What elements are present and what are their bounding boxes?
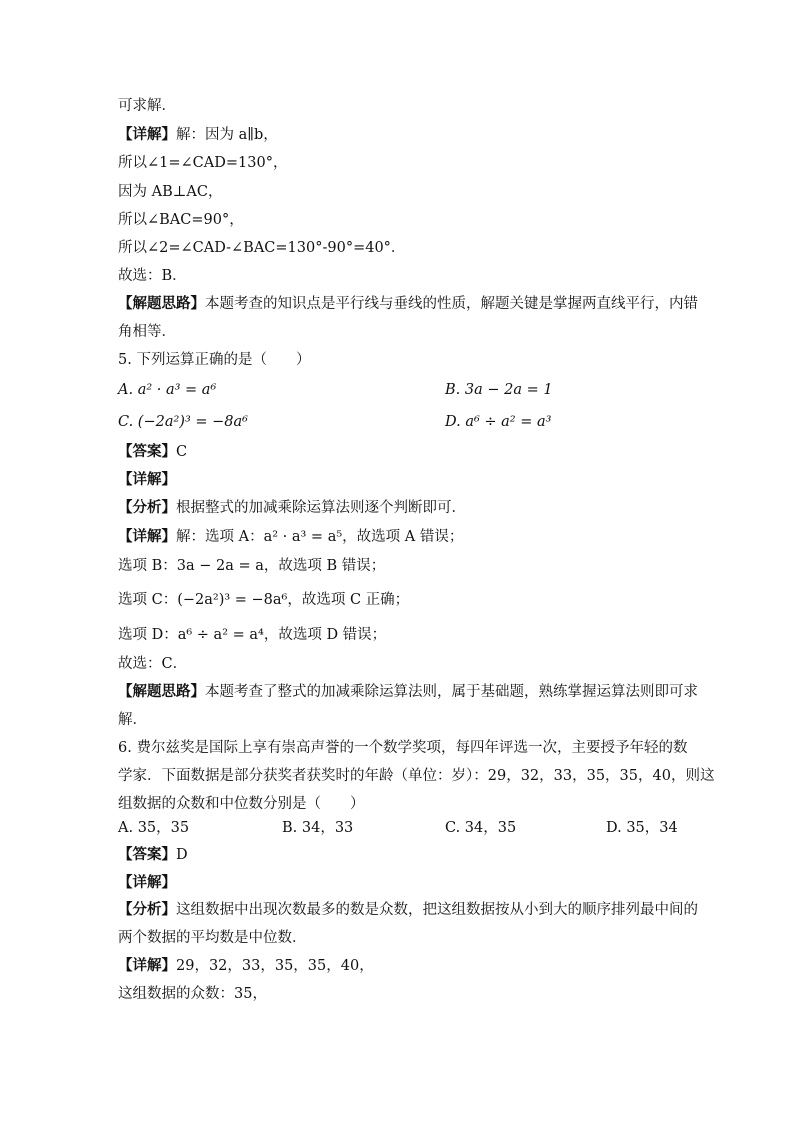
question-6: 学家．下面数据是部分获奖者获奖时的年龄（单位：岁）：29，32，33，35，35，40，则这 <box>118 768 715 784</box>
detail-heading: 【详解】 <box>118 874 176 891</box>
answer-tag: 【答案】 <box>118 846 176 863</box>
option-6a: A. 35，35 <box>118 820 190 836</box>
text-line: 故选：C． <box>118 656 188 672</box>
answer-line <box>118 845 188 865</box>
option-5d: D. a⁶ ÷ a² = a³ <box>445 414 552 430</box>
text-line: 两个数据的平均数是中位数． <box>118 930 307 946</box>
text-line: 这组数据的众数：35， <box>118 986 267 1002</box>
option-5b: B. 3a − 2a = 1 <box>445 382 553 398</box>
option-5a: A. a² · a³ = a⁶ <box>118 382 217 398</box>
text-line: 所以∠BAC=90°， <box>118 212 244 228</box>
option-6c: C. 34，35 <box>445 820 517 836</box>
detail-tag: 【详解】 <box>118 957 176 974</box>
text-line: 所以∠2=∠CAD-∠BAC=130°-90°=40°． <box>118 240 406 256</box>
answer-line <box>118 442 187 462</box>
detail-tag: 【详解】 <box>118 126 176 143</box>
text-line: 所以∠1=∠CAD=130°， <box>118 155 288 171</box>
answer-value: C <box>176 444 188 460</box>
text-line: 选项 C：(−2a²)³ = −8a⁶，故选项 C 正确； <box>118 592 410 608</box>
analysis-tag: 【分析】 <box>118 901 176 918</box>
option-6d: D. 35，34 <box>606 820 678 836</box>
text-line: 因为 AB⊥AC， <box>118 184 223 200</box>
text-line: 可求解． <box>118 98 176 114</box>
option-6b: B. 34，33 <box>282 820 354 836</box>
analysis-line: 【分析】根据整式的加减乘除运算法则逐个判断即可． <box>118 499 466 516</box>
tip-line: 【解题思路】本题考查了整式的加减乘除运算法则，属于基础题，熟练掌握运算法则即可求 <box>118 683 698 700</box>
detail-line: 【详解】解：因为 a∥b， <box>118 126 278 143</box>
text-line: 解． <box>118 712 147 728</box>
detail-line: 【详解】29，32，33，35，35，40， <box>118 957 374 974</box>
option-5c: C. (−2a²)³ = −8a⁶ <box>118 414 248 430</box>
text-line: 选项 D：a⁶ ÷ a² = a⁴，故选项 D 错误； <box>118 627 387 643</box>
detail-line: 【详解】解：选项 A：a² · a³ = a⁵，故选项 A 错误； <box>118 528 464 545</box>
question-6: 组数据的众数和中位数分别是（ ） <box>118 796 365 812</box>
text-line: 选项 B：3a − 2a = a，故选项 B 错误； <box>118 558 386 574</box>
question-6: 6. 费尔兹奖是国际上享有崇高声誉的一个数学奖项，每四年评选一次，主要授予年轻的数 <box>118 740 688 756</box>
question-5: 5. 下列运算正确的是（ ） <box>118 352 311 368</box>
text-line: 角相等． <box>118 324 176 340</box>
detail-tag: 【详解】 <box>118 528 176 545</box>
tip-tag: 【解题思路】 <box>118 683 205 700</box>
text-line: 故选：B． <box>118 268 187 284</box>
detail-heading: 【详解】 <box>118 471 176 488</box>
tip-line: 【解题思路】本题考查的知识点是平行线与垂线的性质，解题关键是掌握两直线平行，内错 <box>118 295 698 312</box>
answer-tag: 【答案】 <box>118 443 176 460</box>
analysis-tag: 【分析】 <box>118 499 176 516</box>
analysis-line: 【分析】这组数据中出现次数最多的数是众数，把这组数据按从小到大的顺序排列最中间的 <box>118 901 698 918</box>
answer-value: D <box>176 847 188 863</box>
tip-tag: 【解题思路】 <box>118 295 205 312</box>
